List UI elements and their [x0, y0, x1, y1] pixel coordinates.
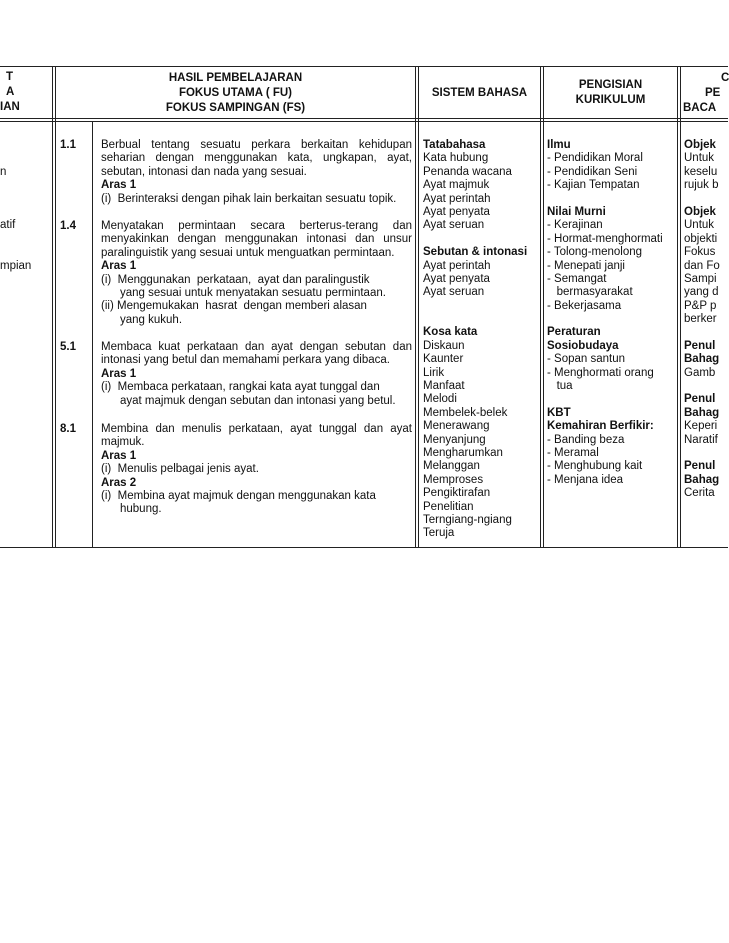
sub-item-marker: (i)	[101, 490, 112, 503]
pengisian-item: - Sopan santun	[547, 353, 626, 366]
cadangan-item: Cerita	[684, 487, 715, 500]
pengisian-item: Nilai Murni	[547, 205, 606, 218]
pengisian-item	[547, 393, 677, 406]
header-sistem-bahasa: SISTEM BAHASA	[431, 87, 528, 99]
sistem-bahasa-item: Menyanjung	[423, 433, 486, 446]
col-divider-4	[677, 66, 678, 548]
outcome-number: 1.1	[60, 139, 76, 151]
sub-item	[101, 300, 412, 313]
sub-item-text: Menggunakan perkataan, ayat dan paralingustik	[117, 273, 370, 286]
header-pengisian-line1: PENGISIAN	[578, 79, 643, 91]
sistem-bahasa-item: Menerawang	[423, 420, 490, 433]
cadangan-item: Penul	[684, 339, 716, 352]
level-label: Aras 1	[101, 260, 137, 273]
cadangan-item: Naratif	[684, 433, 718, 446]
sistem-bahasa-item: Ayat perintah	[423, 259, 491, 272]
pengisian-item: - Pendidikan Seni	[547, 165, 638, 178]
sub-item-marker: (i)	[101, 273, 112, 286]
header-pengisian-line2: KURIKULUM	[575, 94, 646, 106]
header-bottom-rule-2	[0, 121, 728, 122]
header-hasil-pembelajaran	[56, 71, 415, 116]
col-divider-1	[52, 66, 53, 548]
sistem-bahasa-item: Melodi	[423, 393, 457, 406]
cadangan-item: yang d	[684, 286, 719, 299]
pengisian-item: - Kerajinan	[547, 219, 603, 232]
outcome-line: Membina dan menulis perkataan, ayat tunggal dan ayat	[101, 423, 412, 435]
header-col5-line1: C	[721, 72, 729, 84]
sub-item-text: Mengemukakan hasrat dengan memberi alasan	[116, 300, 367, 313]
outcome-1-1	[101, 139, 412, 206]
header-hasil-line3: FOKUS SAMPINGAN (FS)	[165, 102, 306, 114]
cadangan-item: Keperi	[684, 420, 718, 433]
sub-item-marker: (i)	[101, 192, 112, 205]
sistem-bahasa-item	[423, 313, 540, 326]
sistem-bahasa-item: Ayat seruan	[423, 286, 485, 299]
header-col0	[0, 70, 30, 115]
cadangan-item: Sampi	[684, 272, 717, 285]
header-hasil-line2: FOKUS UTAMA ( FU)	[178, 87, 293, 99]
sub-item-cont: hubung.	[120, 503, 162, 516]
sistem-bahasa-item: Pengiktirafan	[423, 487, 491, 500]
pengisian-item: Kemahiran Berfikir:	[547, 420, 654, 433]
sistem-bahasa-item	[423, 233, 540, 246]
outcome-5-1	[101, 341, 412, 408]
left-col-text-1: n	[0, 166, 7, 178]
outcome-line: sebutan, intonasi dan nada yang sesuai.	[101, 165, 307, 178]
level-label: Aras 1	[101, 367, 137, 380]
sistem-bahasa-item: Kata hubung	[423, 152, 489, 165]
sistem-bahasa-item	[423, 300, 540, 313]
cadangan-item: Bahag	[684, 473, 720, 486]
cadangan-item: berker	[684, 313, 717, 326]
pengisian-item: - Banding beza	[547, 433, 625, 446]
pengisian-item: - Meramal	[547, 446, 599, 459]
pengisian-item: Ilmu	[547, 139, 571, 151]
outcome-1-4	[101, 220, 412, 327]
cadangan-item: Untuk	[684, 219, 715, 232]
col-divider-2b	[418, 66, 419, 548]
header-col5-line3: BACA	[683, 102, 717, 114]
cadangan-item: Penul	[684, 460, 716, 473]
sistem-bahasa-item: Memproses	[423, 473, 484, 486]
cadangan-item: dan Fo	[684, 259, 720, 272]
sub-item	[101, 463, 412, 476]
left-col-text-3: mpian	[0, 260, 32, 272]
sistem-bahasa-item: Penelitian	[423, 500, 474, 513]
sistem-bahasa-item: Kosa kata	[423, 326, 478, 339]
sub-item-marker: (i)	[101, 463, 112, 476]
header-pengisian-kurikulum	[544, 78, 677, 108]
pengisian-item	[547, 193, 677, 206]
sub-item-text: Membaca perkataan, rangkai kata ayat tunggal dan	[117, 381, 380, 394]
sub-item	[101, 274, 412, 287]
col-divider-2	[415, 66, 416, 548]
sistem-bahasa-item: Lirik	[423, 366, 445, 379]
cadangan-item	[684, 193, 728, 206]
sub-item	[101, 381, 412, 394]
col-divider-3b	[543, 66, 544, 548]
cadangan-item: Objek	[684, 139, 716, 151]
sub-item-cont: yang kukuh.	[120, 313, 183, 326]
left-col-text-2: atif	[0, 219, 16, 231]
outcome-line: majmuk.	[101, 436, 145, 449]
sub-item-text: Membina ayat majmuk dengan menggunakan kata	[117, 490, 376, 503]
pengisian-item	[547, 313, 677, 326]
outcome-line: Menyatakan permintaan secara berterus-terang dan	[101, 220, 412, 232]
sistem-bahasa-item: Ayat majmuk	[423, 179, 490, 192]
sub-item-cont: yang sesuai untuk menyatakan sesuatu permintaan.	[120, 287, 386, 300]
outcome-line: seharian dengan menggunakan kata, ungkapan, ayat,	[101, 152, 412, 165]
sistem-bahasa-item: Ayat seruan	[423, 219, 485, 232]
sistem-bahasa-item: Teruja	[423, 527, 455, 540]
pengisian-item: - Tolong-menolong	[547, 246, 643, 259]
sistem-bahasa-item: Penanda wacana	[423, 165, 512, 178]
outcome-line: Membaca kuat perkataan dan ayat dengan sebutan dan	[101, 341, 412, 353]
sistem-bahasa-item: Melanggan	[423, 460, 480, 473]
table-top-border	[0, 66, 728, 67]
cadangan-item	[684, 447, 728, 460]
sub-item	[101, 193, 412, 206]
level-label: Aras 2	[101, 476, 137, 489]
sub-item-cont: ayat majmuk dengan sebutan dan intonasi yang betul.	[120, 394, 396, 407]
cadangan-item: rujuk b	[684, 179, 719, 192]
cadangan-item: keselu	[684, 165, 718, 178]
header-col0-line2: A	[6, 86, 15, 98]
outcome-line: paralinguistik yang sesuai untuk menguatkan permintaan.	[101, 246, 395, 259]
sistem-bahasa-item: Diskaun	[423, 339, 465, 352]
sistem-bahasa-item: Ayat perintah	[423, 192, 491, 205]
pengisian-item: - Kajian Tempatan	[547, 179, 640, 192]
sistem-bahasa-item: Kaunter	[423, 353, 464, 366]
outcome-line: menyakinkan dengan menggunakan intonasi dan unsur	[101, 233, 412, 246]
cadangan-item: Bahag	[684, 353, 720, 366]
pengisian-item: - Hormat-menghormati	[547, 232, 663, 245]
pengisian-item: - Bekerjasama	[547, 299, 622, 312]
header-col0-line1: T	[6, 71, 14, 83]
sistem-bahasa-item: Ayat penyata	[423, 205, 490, 218]
cadangan-item: Gamb	[684, 366, 716, 379]
sistem-bahasa-item: Membelek-belek	[423, 406, 508, 419]
col-divider-3	[540, 66, 541, 548]
pengisian-item: - Pendidikan Moral	[547, 152, 643, 165]
table-bottom-rule	[0, 547, 728, 548]
cadangan-item: Bahag	[684, 406, 720, 419]
header-col5-line2: PE	[705, 87, 721, 99]
sub-item-text: Menulis pelbagai jenis ayat.	[117, 463, 259, 476]
col-divider-1b	[55, 66, 56, 548]
sub-item-marker: (ii)	[101, 300, 114, 313]
pengisian-item: - Semangat	[547, 272, 607, 285]
outcome-8-1	[101, 423, 412, 517]
cadangan-item: Fokus	[684, 246, 716, 259]
sistem-bahasa-item: Sebutan & intonasi	[423, 246, 528, 259]
pengisian-item: - Menepati janji	[547, 259, 625, 272]
sistem-bahasa-item: Tatabahasa	[423, 139, 486, 151]
pengisian-item: Peraturan	[547, 326, 601, 339]
header-hasil-line1: HASIL PEMBELAJARAN	[168, 72, 303, 84]
sistem-bahasa-item: Ayat penyata	[423, 272, 490, 285]
sub-item-text: Berinteraksi dengan pihak lain berkaitan sesuatu topik.	[117, 192, 397, 205]
cadangan-item: Penul	[684, 393, 716, 406]
sub-item	[101, 490, 412, 503]
pengisian-item: - Menghubung kait	[547, 460, 643, 473]
pengisian-item: Sosiobudaya	[547, 339, 619, 352]
pengisian-item: - Menjana idea	[547, 473, 624, 486]
outcome-line: intonasi yang betul dan memahami perkara yang dibaca.	[101, 354, 390, 367]
sistem-bahasa-item: Mengharumkan	[423, 446, 503, 459]
cadangan-item: Objek	[684, 205, 716, 218]
outcome-number: 8.1	[60, 423, 76, 435]
outcome-line: Berbual tentang sesuatu perkara berkaitan kehidupan	[101, 139, 412, 151]
num-col-divider	[92, 121, 93, 548]
header-bottom-rule	[0, 118, 728, 119]
outcome-number: 5.1	[60, 341, 76, 353]
pengisian-kurikulum-column	[547, 139, 677, 487]
cadangan-item: P&P p	[684, 299, 717, 312]
cadangan-item	[684, 380, 728, 393]
cadangan-item	[684, 326, 728, 339]
sistem-bahasa-item: Manfaat	[423, 380, 465, 393]
cadangan-item: objekti	[684, 232, 718, 245]
sistem-bahasa-item: Terngiang-ngiang	[423, 513, 512, 526]
col-divider-4b	[680, 66, 681, 548]
pengisian-item: - Menghormati orang	[547, 366, 654, 379]
pengisian-item: bermasyarakat	[547, 286, 633, 299]
cadangan-column	[684, 139, 728, 501]
outcome-number: 1.4	[60, 220, 76, 232]
cadangan-item: Untuk	[684, 152, 715, 165]
level-label: Aras 1	[101, 449, 137, 462]
sistem-bahasa-column	[423, 139, 540, 541]
header-col5	[681, 71, 728, 116]
level-label: Aras 1	[101, 179, 137, 192]
header-col0-line3: IAN	[0, 101, 20, 113]
sub-item-marker: (i)	[101, 381, 112, 394]
pengisian-item: tua	[547, 380, 573, 393]
pengisian-item: KBT	[547, 406, 571, 419]
